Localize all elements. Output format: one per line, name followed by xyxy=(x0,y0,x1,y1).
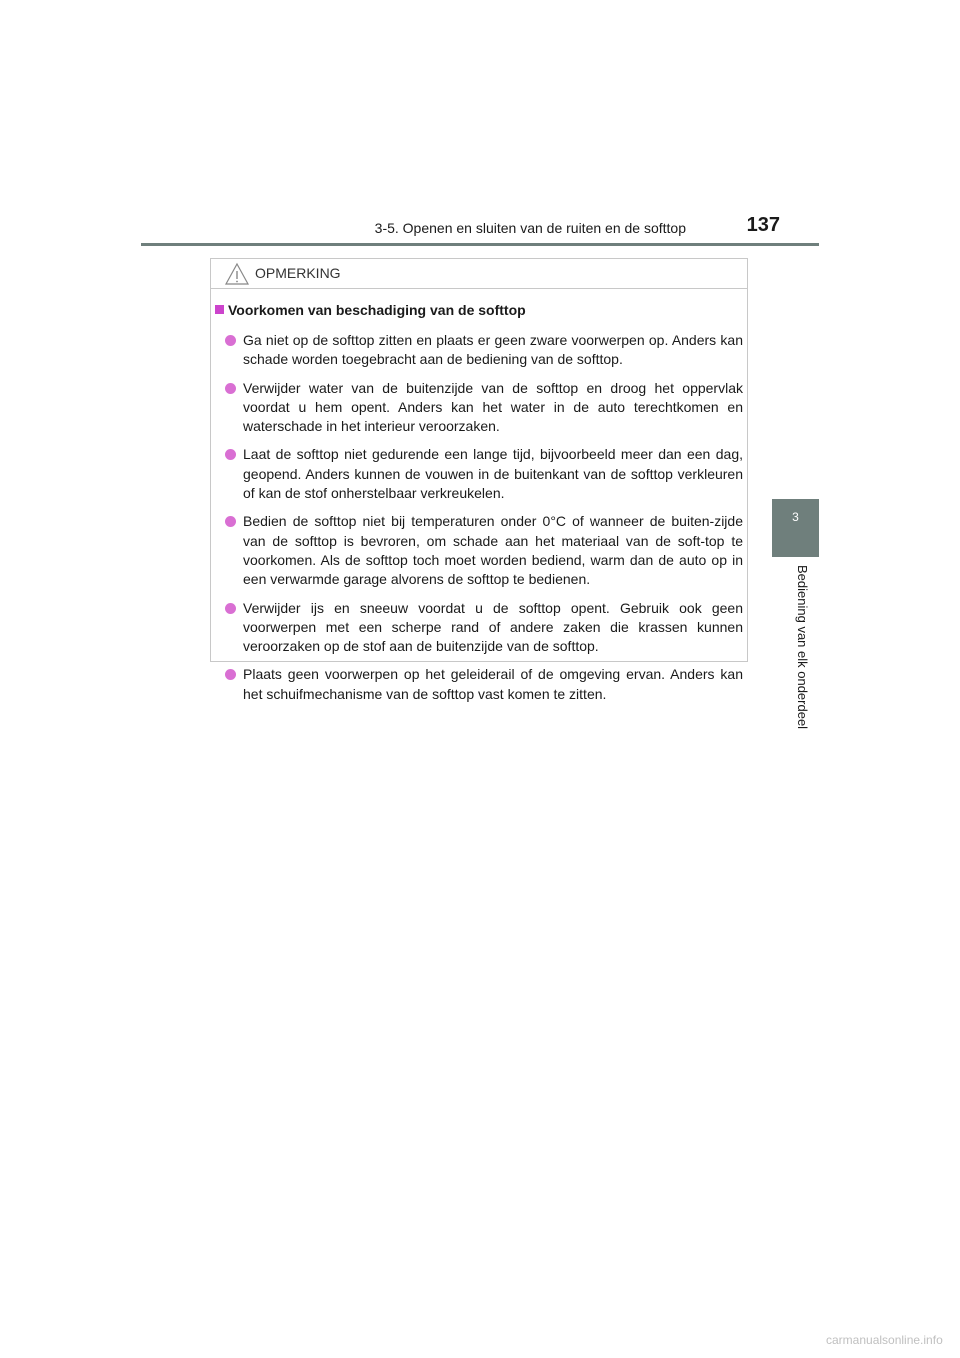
running-header-title: 3-5. Openen en sluiten van de ruiten en de softtop xyxy=(374,220,686,236)
footer-watermark: carmanualsonline.info xyxy=(826,1333,943,1347)
list-item xyxy=(211,665,749,704)
bullet-dot-icon xyxy=(225,603,236,614)
list-item xyxy=(211,512,749,589)
list-item-text: Verwijder water van de buitenzijde van de softtop en droog het oppervlak voordat u hem opent. Anders kan het water in de auto terechtkomen en waterschade in het interieur veroorzaken. xyxy=(243,379,743,435)
list-item-text: Plaats geen voorwerpen op het geleiderail of de omgeving ervan. Anders kan het schuifmechanisme van de softtop vast komen te zitten. xyxy=(243,666,743,702)
chapter-side-label-text: Bediening van elk onderdeel xyxy=(795,565,810,730)
chapter-side-label xyxy=(795,565,809,755)
chapter-tab: 3 xyxy=(772,499,819,557)
section-heading xyxy=(215,302,526,318)
bullet-dot-icon xyxy=(225,669,236,680)
bullet-dot-icon xyxy=(225,383,236,394)
bullet-dot-icon xyxy=(225,335,236,346)
notice-header xyxy=(211,259,747,289)
list-item-text: Bedien de softtop niet bij temperaturen onder 0°C of wanneer de buiten-zijde van de softtop is bevroren, om schade aan het materiaal van de soft-top te voorkomen. Als de softtop toch moet worden bediend, warm dan de auto op in een verwarmde garage alvorens de softtop te bedienen. xyxy=(243,513,743,588)
warning-triangle-icon xyxy=(224,262,250,286)
list-item xyxy=(211,445,749,503)
page-number: 137 xyxy=(746,214,780,236)
bullet-dot-icon xyxy=(225,449,236,460)
square-bullet-icon xyxy=(215,305,224,314)
list-item xyxy=(211,331,749,370)
list-item-text: Laat de softtop niet gedurende een lange tijd, bijvoorbeeld meer dan een dag, geopend. Anders kunnen de vouwen in de buitenkant van de softtop verkleuren of kan de stof onherstelbaar verkreukelen. xyxy=(243,446,743,502)
section-heading-text: Voorkomen van beschadiging van de softtop xyxy=(228,302,526,318)
list-item xyxy=(211,599,749,657)
notice-title: OPMERKING xyxy=(255,265,341,281)
bullet-dot-icon xyxy=(225,516,236,527)
list-item xyxy=(211,379,749,437)
notice-bullet-list xyxy=(211,331,749,713)
list-item-text: Verwijder ijs en sneeuw voordat u de softtop opent. Gebruik ook geen voorwerpen met een scherpe rand of andere zaken die krassen kunnen veroorzaken op de stof aan de buitenzijde van de softtop. xyxy=(243,599,743,655)
header-rule xyxy=(141,243,819,246)
notice-box xyxy=(210,258,748,702)
list-item-text: Ga niet op de softtop zitten en plaats er geen zware voorwerpen op. Anders kan schade worden toegebracht aan de bediening van de softtop. xyxy=(243,332,743,368)
